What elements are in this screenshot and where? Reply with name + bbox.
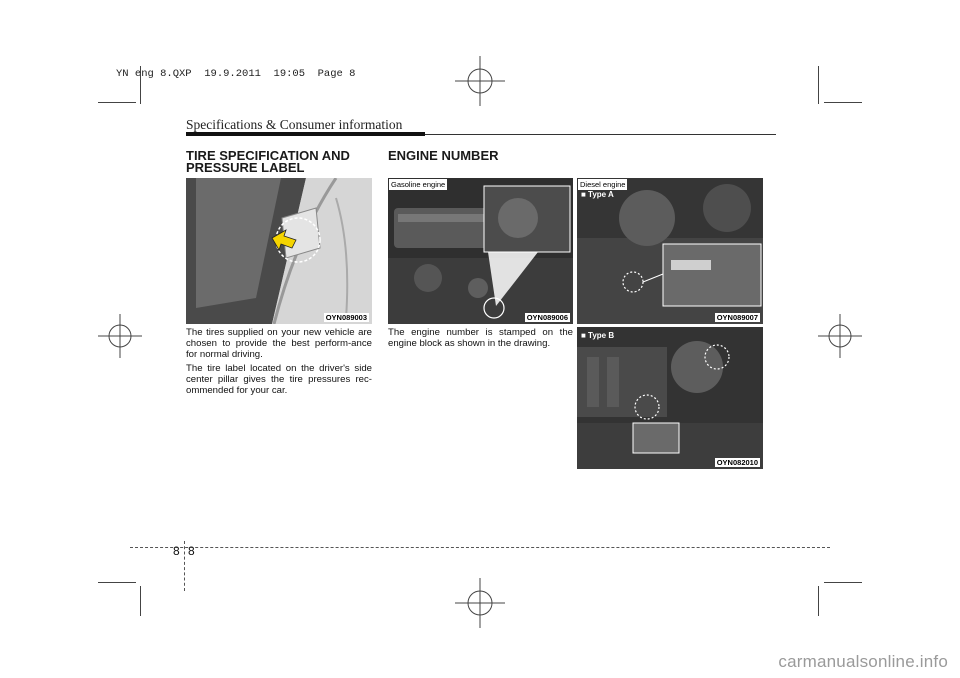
diesel-type-b-photo [577,327,763,469]
chapter-number: 8 [173,544,180,558]
gasoline-engine-label: Gasoline engine [391,180,446,189]
tire-paragraph-2: The tire label located on the driver's side center pillar gives the tire pressures rec-ommended for your car. [186,363,372,396]
engine-paragraph: The engine number is stamped on the engine block as shown in the drawing. [388,327,573,349]
footer-rule [130,547,830,548]
tire-title-line2: PRESSURE LABEL [186,160,305,175]
tire-section-title [186,150,376,174]
footer-divider [184,541,185,591]
crop-mark [824,582,862,583]
crop-mark [818,66,819,104]
page-header-title: Specifications & Consumer information [186,117,403,132]
header-rule-accent [186,132,425,136]
crop-mark [98,582,136,583]
crop-mark [818,586,819,616]
type-b-label: ■ Type B [581,331,615,340]
door-pillar-illustration [186,178,372,324]
registration-mark-left [98,314,142,358]
type-b-photo-code: OYN082010 [716,458,758,467]
gasoline-engine-illustration [388,178,573,324]
registration-mark-right [818,314,862,358]
diesel-type-a-illustration [577,178,763,324]
crop-mark [140,586,141,616]
gasoline-engine-photo [388,178,573,324]
tire-title-line1: TIRE SPECIFICATION AND [186,148,350,163]
registration-mark-bottom [455,578,505,628]
crop-mark [98,102,136,103]
tire-paragraph-1: The tires supplied on your new vehicle are chosen to provide the best perform-ance for normal driving. [186,327,372,360]
tire-section-body [186,327,372,399]
print-slug: YN eng 8.QXP 19.9.2011 19:05 Page 8 [116,68,356,80]
watermark: carmanualsonline.info [778,652,948,671]
type-a-label: ■ Type A [581,190,614,199]
registration-mark-top [455,56,505,106]
page-number: 8 [188,544,195,558]
tire-label-photo [186,178,372,324]
gasoline-photo-code: OYN089006 [526,313,568,322]
engine-section-body [388,327,573,352]
diesel-type-a-photo [577,178,763,324]
engine-section-title: ENGINE NUMBER [388,148,499,163]
diesel-engine-label: Diesel engine [580,180,626,189]
crop-mark [824,102,862,103]
type-a-photo-code: OYN089007 [716,313,758,322]
tire-photo-code: OYN089003 [325,313,367,322]
diesel-type-b-illustration [577,327,763,469]
